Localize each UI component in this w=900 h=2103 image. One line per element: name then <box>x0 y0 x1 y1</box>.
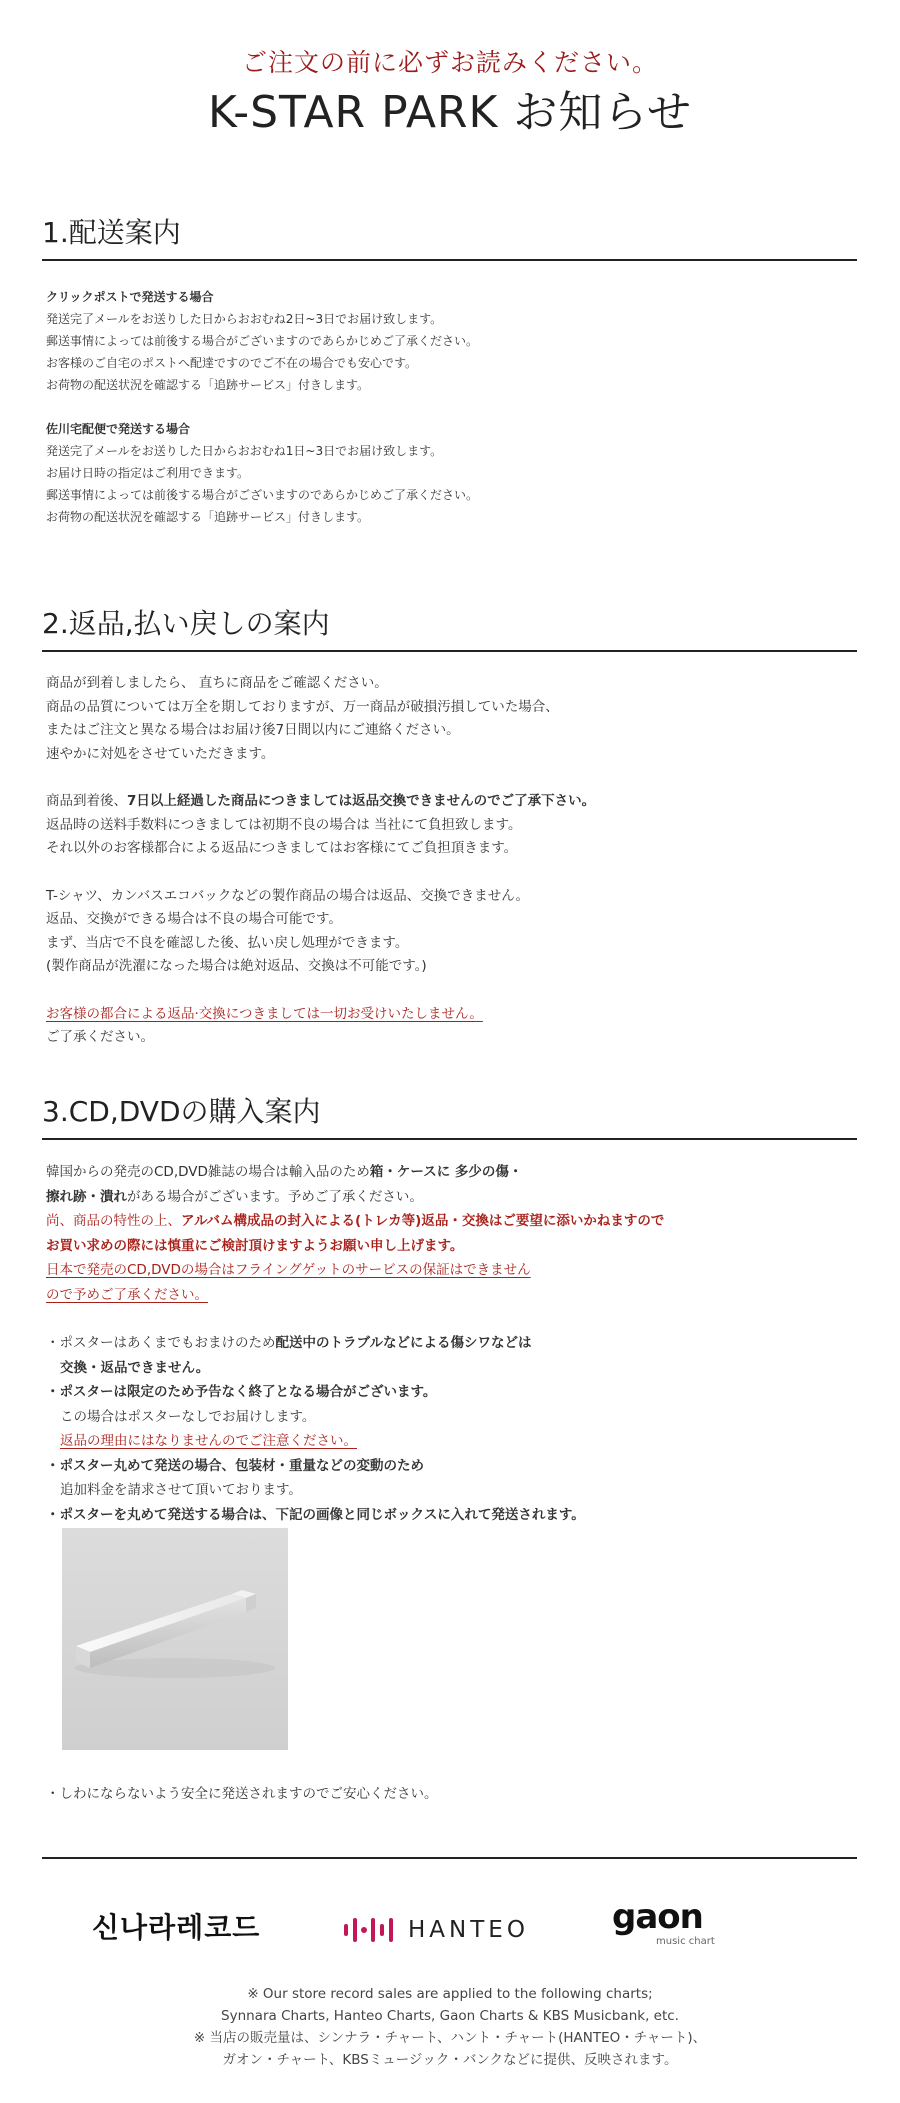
spacer <box>46 1307 856 1331</box>
returns-line: 商品が到着しましたら、 直ちに商品をご確認ください。 <box>46 675 388 691</box>
sagawa-line: お届け日時の指定はご利用できます。 <box>46 466 250 480</box>
page-header <box>0 46 900 142</box>
returns-details <box>46 672 856 1050</box>
section-divider <box>42 259 857 261</box>
returns-bold-text: 7日以上経過した商品につきましては返品交換できませんのでご了承下さい。 <box>127 793 596 809</box>
section-divider <box>42 1138 857 1140</box>
section-divider <box>42 650 857 652</box>
order-notice: ご注文の前に必ずお読みください。 <box>241 48 658 77</box>
spacer <box>46 396 856 418</box>
clickpost-line: お荷物の配送状況を確認する「追跡サービス」付きします。 <box>46 378 370 392</box>
chart-notice-line: ※ Our store record sales are applied to the following charts; <box>247 1986 653 2002</box>
cd-line: お買い求めの際には慎重にご検討頂けますようお願い申し上げます。 <box>46 1237 464 1254</box>
hanteo-logo <box>342 1910 529 1950</box>
clickpost-line: お客様のご自宅のポストへ配達ですのでご不在の場合でも安心です。 <box>46 356 418 370</box>
returns-line: 速やかに対処をさせていただきます。 <box>46 745 275 762</box>
cd-text: 韓国からの発売のCD,DVD雑誌の場合は輸入品のため <box>46 1164 370 1180</box>
chart-notice <box>0 1983 900 2071</box>
returns-line: まず、当店で不良を確認した後、払い戻し処理ができます。 <box>46 934 409 951</box>
chart-notice-line: Synnara Charts, Hanteo Charts, Gaon Charts & KBS Musicbank, etc. <box>221 2008 679 2024</box>
cd-text: がある場合がございます。予めご了承ください。 <box>127 1188 423 1205</box>
poster-note <box>46 1782 856 1807</box>
returns-line: (製作商品が洗濯になった場合は絶対返品、交換は不可能です。) <box>46 958 427 974</box>
poster-line: 交換・返品できません。 <box>60 1359 210 1376</box>
returns-warning: お客様の都合による返品·交換につきましては一切お受けいたしません。 <box>46 1005 483 1022</box>
poster-line: ・しわにならないよう安全に発送されますのでご安心ください。 <box>46 1786 438 1802</box>
poster-line <box>46 1331 856 1356</box>
cd-red-bold-text: アルバム構成品の封入による(トレカ等)返品・交換はご要望に添いかねますので <box>181 1213 665 1229</box>
poster-line: この場合はポスターなしでお届けします。 <box>60 1408 316 1425</box>
returns-text: 商品到着後、 <box>46 793 127 809</box>
spacer <box>46 979 856 1003</box>
returns-line: ご了承ください。 <box>46 1029 154 1045</box>
cd-bold-text: 擦れ跡・潰れ <box>46 1188 127 1205</box>
returns-line: またはご注文と異なる場合はお届け後7日間以内にご連絡ください。 <box>46 722 460 738</box>
gaon-subtitle: music chart <box>656 1936 715 1947</box>
footer-divider <box>42 1857 857 1859</box>
poster-box-illustration <box>62 1528 288 1750</box>
cd-line: ので予めご了承ください。 <box>46 1286 208 1303</box>
poster-text: ・ポスターはあくまでもおまけのため <box>46 1335 276 1351</box>
cd-red-text: 尚、商品の特性の上、 <box>46 1213 181 1229</box>
sagawa-line: 郵送事情によっては前後する場合がございますのであらかじめご了承ください。 <box>46 488 479 502</box>
sinnara-logo: 신나라레코드 <box>92 1911 261 1944</box>
cd-line <box>46 1160 856 1185</box>
returns-line: 返品時の送料手数料につきましては初期不良の場合は 当社にて負担致します。 <box>46 816 522 833</box>
poster-box-image <box>62 1528 288 1750</box>
poster-line: ・ポスターを丸めて発送する場合は、下記の画像と同じボックスに入れて発送されます。 <box>46 1506 585 1523</box>
gaon-wordmark: gaon <box>612 1897 703 1937</box>
returns-section-title: 2.返品,払い戻しの案内 <box>42 607 330 640</box>
returns-line: T-シャツ、カンバスエコバックなどの製作商品の場合は返品、交換できません。 <box>46 887 530 904</box>
clickpost-heading: クリックポストで発送する場合 <box>46 290 214 304</box>
hanteo-bars-icon <box>342 1915 398 1945</box>
shipping-section-title: 1.配送案内 <box>42 216 181 249</box>
returns-line: 商品の品質については万全を期しておりますが、万一商品が破損汚損していた場合、 <box>46 698 559 715</box>
cd-line: 日本で発売のCD,DVDの場合はフライングゲットのサービスの保証はできません <box>46 1262 531 1278</box>
spacer <box>46 766 856 790</box>
cd-line <box>46 1209 856 1234</box>
poster-bold-text: 配送中のトラブルなどによる傷シワなどは <box>275 1335 532 1351</box>
cd-line <box>46 1185 856 1210</box>
hanteo-wordmark: HANTEO <box>408 1917 529 1943</box>
cd-section-title: 3.CD,DVDの購入案内 <box>42 1095 321 1128</box>
returns-line <box>46 790 856 814</box>
gaon-logo <box>612 1898 732 1954</box>
chart-notice-line: ガオン・チャート、KBSミュージック・バンクなどに提供、反映されます。 <box>222 2052 678 2068</box>
poster-warning: 返品の理由にはなりませんのでご注意ください。 <box>60 1433 357 1449</box>
returns-line: 返品、交換ができる場合は不良の場合可能です。 <box>46 911 342 927</box>
sagawa-heading: 佐川宅配便で発送する場合 <box>46 422 191 436</box>
page-title: K-STAR PARK お知らせ <box>207 87 693 138</box>
clickpost-line: 郵送事情によっては前後する場合がございますのであらかじめご了承ください。 <box>46 334 479 348</box>
clickpost-line: 発送完了メールをお送りした日からおおむね2日~3日でお届け致します。 <box>46 312 443 326</box>
poster-line: 追加料金を請求させて頂いております。 <box>60 1482 302 1498</box>
shipping-details <box>46 286 856 528</box>
poster-line: ・ポスター丸めて発送の場合、包装材・重量などの変動のため <box>46 1457 424 1474</box>
cd-details <box>46 1160 856 1527</box>
poster-line: ・ポスターは限定のため予告なく終了となる場合がございます。 <box>46 1384 437 1400</box>
spacer <box>46 861 856 885</box>
chart-notice-line: ※ 当店の販売量は、シンナラ・チャート、ハント・チャート(HANTEO・チャート)、 <box>193 2030 707 2046</box>
sagawa-line: 発送完了メールをお送りした日からおおむね1日~3日でお届け致します。 <box>46 444 443 458</box>
sagawa-line: お荷物の配送状況を確認する「追跡サービス」付きします。 <box>46 510 370 524</box>
cd-bold-text: 箱・ケースに 多少の傷・ <box>369 1164 523 1180</box>
returns-line: それ以外のお客様都合による返品につきましてはお客様にてご負担頂きます。 <box>46 840 518 856</box>
